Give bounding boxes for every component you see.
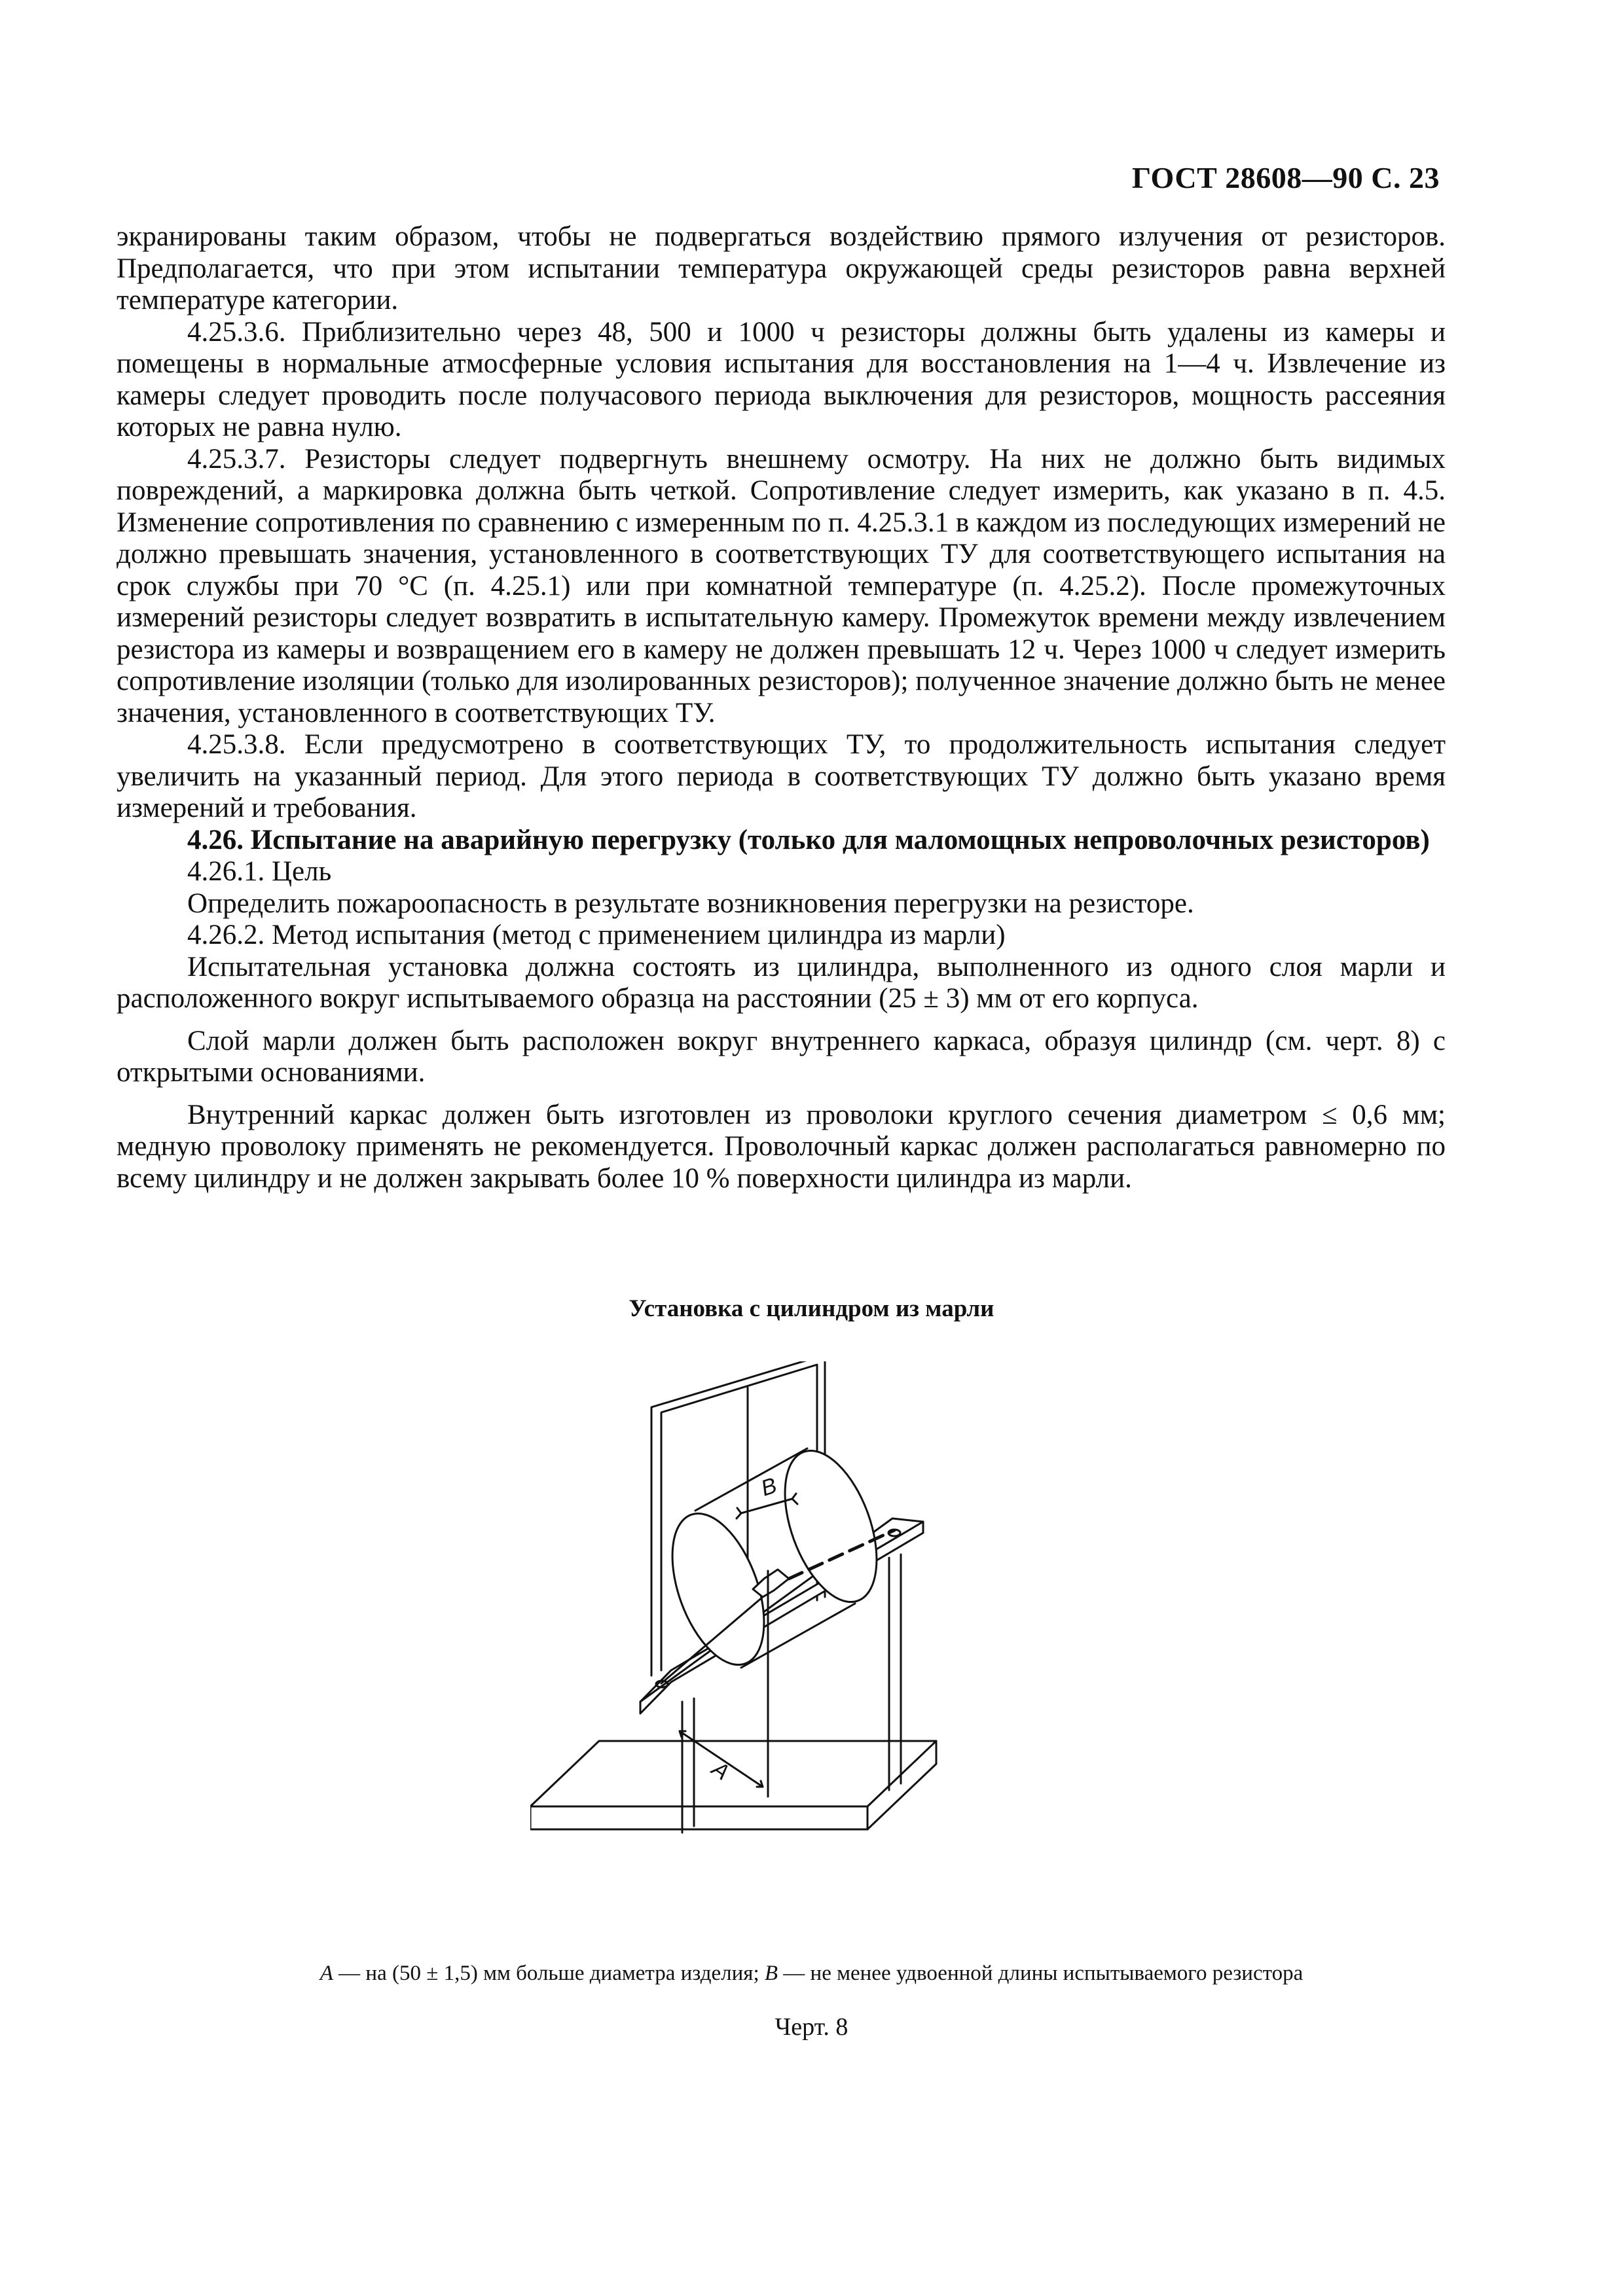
figure-number: Черт. 8 [775,2013,848,2041]
base-plate [530,1741,936,1829]
paragraph-inner-frame: Внутренний каркас должен быть изготовлен из проволоки круглого сечения диаметром ≤ 0,6 мм; медную проволоку применять не рекомендуется. Проволочный каркас должен располагаться равномерно по всему цилиндру и не должен закрывать более 10 % поверхности цилиндра из марли. [117,1099,1446,1194]
paragraph-continuation: экранированы таким образом, чтобы не подвергаться воздействию прямого излучения от резисторов. Предполагается, что при этом испытании температура окружающей среды резисторов равна верхней температуре категории. [117,221,1446,315]
gauze-cylinder [654,1439,895,1677]
subsection-4-26-1: 4.26.1. Цель [187,856,332,887]
subsection-4-26-2: 4.26.2. Метод испытания (метод с применением цилиндра из марли) [187,920,1006,950]
paragraph-gauze-layer: Слой марли должен быть расположен вокруг внутреннего каркаса, образуя цилиндр (см. черт. 8) с открытыми основаниями. [117,1025,1446,1088]
paragraph-setup: Испытательная установка должна состоять из цилиндра, выполненного из одного слоя марли и расположенного вокруг испытываемого образца на расстоянии (25 ± 3) мм от его корпуса. [117,951,1446,1014]
caption-a-letter: А [319,1962,333,1985]
body-text [117,221,1446,1194]
paragraph-purpose: Определить пожароопасность в результате возникновения перегрузки на резисторе. [187,888,1194,919]
caption-a-text: — на (50 ± 1,5) мм больше диаметра изделия; [333,1962,765,1985]
page-header: ГОСТ 28608—90 С. 23 [1131,161,1440,194]
paragraph-4-25-3-8: 4.25.3.8. Если предусмотрено в соответствующих ТУ, то продолжительность испытания следует увеличить на указанный период. Для этого периода в соответствующих ТУ должно быть указано время измерений и требования. [117,729,1446,823]
paragraph-4-25-3-7: 4.25.3.7. Резисторы следует подвергнуть внешнему осмотру. На них не должно быть видимых повреждений, а маркировка должна быть четкой. Сопротивление следует измерить, как указано в п. 4.5. Изменение сопротивления по сравнению с измеренным по п. 4.25.3.1 в каждом из последующих измерений не должно превышать значения, установленного в соответствующих ТУ для соответствующего испытания на срок службы при 70 °С (п. 4.25.1) или при комнатной температуре (п. 4.25.2). После промежуточных измерений резисторы следует возвратить в испытательную камеру. Промежуток времени между извлечением резистора из камеры и возвращением его в камеру не должен превышать 12 ч. Через 1000 ч следует измерить сопротивление изоляции (только для изолированных резисторов); полученное значение должно быть не менее значения, установленного в соответствующих ТУ. [117,443,1446,728]
label-b: В [757,1473,780,1501]
figure-title: Установка с цилиндром из марли [629,1295,994,1322]
figure-caption [0,1962,1623,1986]
caption-b-letter: В [764,1962,778,1985]
paragraph-4-25-3-6: 4.25.3.6. Приблизительно через 48, 500 и 1000 ч резисторы должны быть удалены из камеры и помещены в нормальные атмосферные условия испытания для восстановления на 1—4 ч. Извлечение из камеры следует проводить после получасового периода выключения для резисторов, мощность рассеяния которых не равна нулю. [117,316,1446,442]
figure-drawing [530,1361,949,1905]
section-heading-4-26: 4.26. Испытание на аварийную перегрузку (только для маломощных непроволочных резисторов) [187,824,1430,855]
caption-b-text: — не менее удвоенной длины испытываемого резистора [778,1962,1304,1985]
label-a: А [707,1756,734,1785]
gauze-cylinder-apparatus-drawing [530,1361,949,1905]
